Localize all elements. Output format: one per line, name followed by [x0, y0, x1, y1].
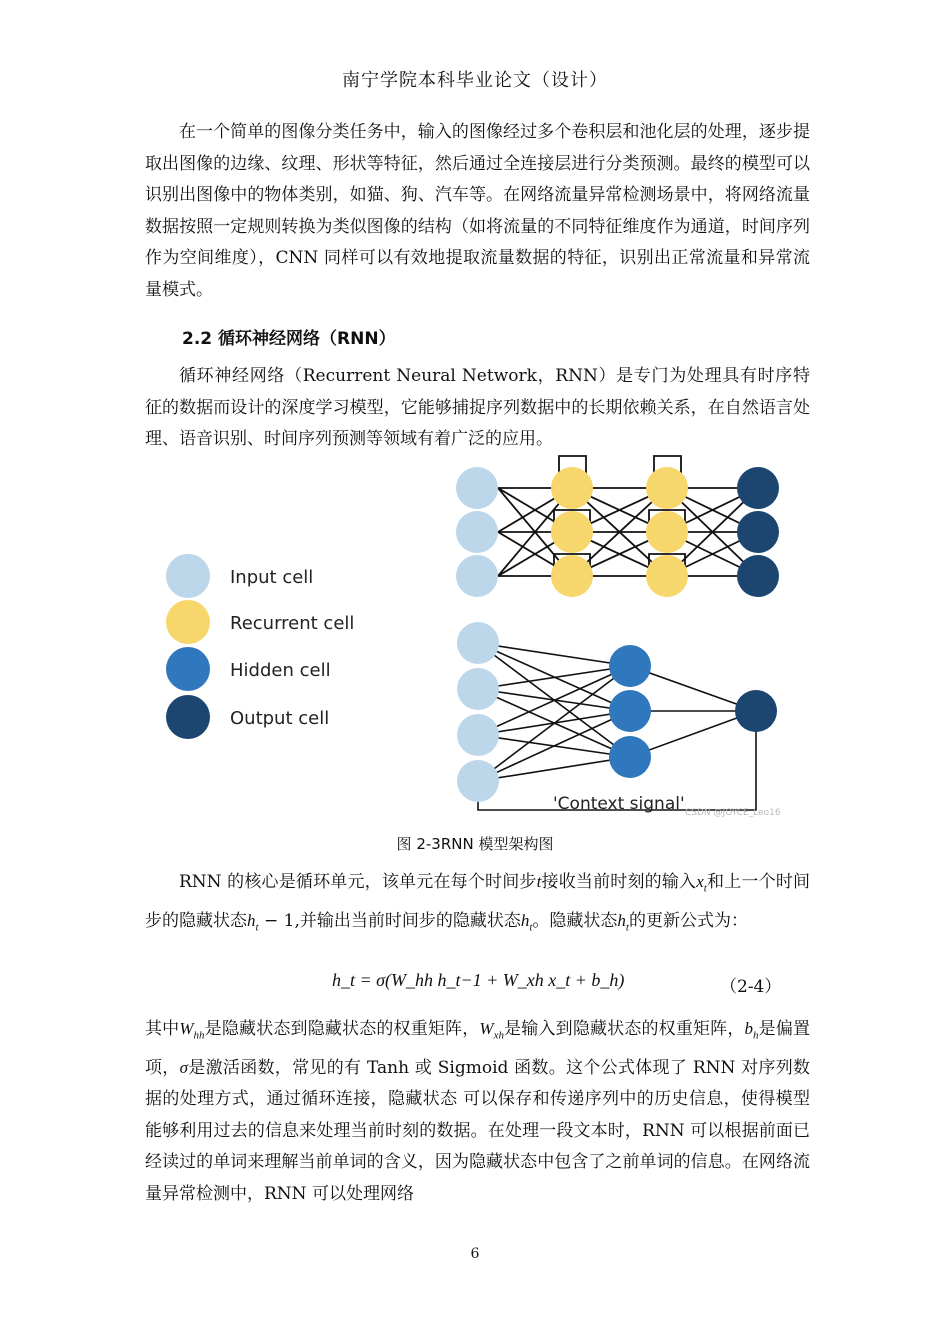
- text: RNN 的核心是循环单元，该单元在每个时间步: [179, 872, 537, 892]
- text: 的更新公式为：: [628, 910, 748, 931]
- input-node: [457, 668, 499, 710]
- equation-number: （2-4）: [720, 977, 782, 997]
- legend-recurrent-swatch: [166, 600, 210, 644]
- text: 和上一个时间步的隐藏状态: [145, 872, 811, 931]
- var-t: t: [536, 872, 542, 891]
- paragraph-formula-explanation: [145, 1013, 810, 1210]
- legend-hidden-label: Hidden cell: [230, 660, 331, 681]
- legend: [166, 554, 354, 739]
- paragraph-cnn-classification: 在一个简单的图像分类任务中，输入的图像经过多个卷积层和池化层的处理，逐步提取出图像的边缘、纹理、形状等特征，然后通过全连接层进行分类预测。最终的模型可以识别出图像中的物体类别，如猫、狗、汽车等。在网络流量异常检测场景中，将网络流量数据按照一定规则转换为类似图像的结构（如将流量的不同特征维度作为通道，时间序列作为空间维度），CNN 同样可以有效地提取流量数据的特征，识别出正常流量和异常流量模式。: [145, 122, 810, 300]
- input-node: [457, 760, 499, 802]
- formula-2-4: h_t = σ(W_hh h_t−1 + W_xh x_t + b_h): [332, 970, 625, 990]
- var-w-sub: xh: [493, 1029, 504, 1042]
- recurrent-node: [646, 467, 688, 509]
- legend-output-swatch: [166, 695, 210, 739]
- recurrent-node: [551, 467, 593, 509]
- text: 是隐藏状态到隐藏状态的权重矩阵，: [204, 1019, 480, 1039]
- input-node: [456, 467, 498, 509]
- var-h: h: [520, 910, 530, 930]
- text: 接收当前时刻的输入: [541, 872, 697, 892]
- var-w-sub: hh: [193, 1029, 205, 1042]
- input-node: [457, 714, 499, 756]
- hidden-node: [609, 645, 651, 687]
- var-h-sub: t: [255, 921, 259, 934]
- page-number: 6: [470, 1246, 480, 1262]
- legend-input-swatch: [166, 554, 210, 598]
- var-h-sub: t: [529, 921, 533, 934]
- text: ,并输出当前时间步的隐藏状态: [294, 910, 521, 931]
- input-node: [456, 555, 498, 597]
- minus-one: − 1: [258, 910, 295, 931]
- figure-caption: 图 2-3RNN 模型架构图: [396, 835, 554, 853]
- input-node: [457, 622, 499, 664]
- var-x: x: [696, 872, 704, 891]
- recurrent-node: [646, 555, 688, 597]
- var-x-sub: t: [703, 882, 707, 895]
- recurrent-node: [551, 555, 593, 597]
- paragraph-rnn-intro: 循环神经网络（Recurrent Neural Network，RNN）是专门为处理具有时序特征的数据而设计的深度学习模型，它能够捕捉序列数据中的长期依赖关系，在自然语言处理、语音识别、时间序列预测等领域有着广泛的应用。: [145, 366, 810, 449]
- output-node: [737, 555, 779, 597]
- bottom-network-nodes: [457, 622, 777, 802]
- var-h-sub: t: [625, 921, 629, 934]
- legend-output-label: Output cell: [230, 708, 330, 729]
- hidden-node: [609, 736, 651, 778]
- text: 是偏置项，: [145, 1019, 811, 1078]
- watermark: CSDN @JOYCE_Leo16: [685, 808, 781, 818]
- rnn-architecture-figure: [150, 448, 800, 828]
- input-node: [456, 511, 498, 553]
- var-h: h: [247, 910, 256, 930]
- rnn-diagram: [150, 448, 800, 828]
- output-node: [737, 467, 779, 509]
- legend-hidden-swatch: [166, 647, 210, 691]
- text: 。隐藏状态: [532, 910, 618, 931]
- text: 是输入到隐藏状态的权重矩阵，: [503, 1019, 745, 1039]
- var-w: W: [179, 1019, 194, 1038]
- output-node: [737, 511, 779, 553]
- text: 其中: [145, 1019, 180, 1039]
- output-node: [735, 690, 777, 732]
- page-header: 南宁学院本科毕业论文（设计）: [342, 70, 608, 91]
- hidden-node: [609, 690, 651, 732]
- recurrent-node: [551, 511, 593, 553]
- var-h: h: [617, 910, 626, 930]
- var-w: W: [479, 1019, 494, 1038]
- paragraph-rnn-core: [145, 866, 810, 944]
- var-b-sub: h: [753, 1029, 759, 1042]
- context-signal-label: 'Context signal': [553, 794, 685, 814]
- legend-recurrent-label: Recurrent cell: [230, 613, 355, 634]
- section-title: 2.2 循环神经网络（RNN）: [182, 329, 396, 349]
- var-sigma: σ: [179, 1057, 188, 1077]
- recurrent-node: [646, 511, 688, 553]
- legend-input-label: Input cell: [230, 567, 314, 588]
- text: 是激活函数，常见的有 Tanh 或 Sigmoid 函数。这个公式体现了 RNN 对序列数据的处理方式，通过循环连接，隐藏状态 可以保存和传递序列中的历史信息，使得模型能够利用过去的信息来处理当前时刻的数据。在处理一段文本时，RNN 可以根据前面已经读过的单词来理解当前单词的含义，因为隐藏状态中包含了之前单词的信息。在网络流量异常检测中，RNN 可以处理网络: [145, 1057, 810, 1204]
- top-network: [498, 456, 758, 576]
- var-b: b: [744, 1019, 754, 1038]
